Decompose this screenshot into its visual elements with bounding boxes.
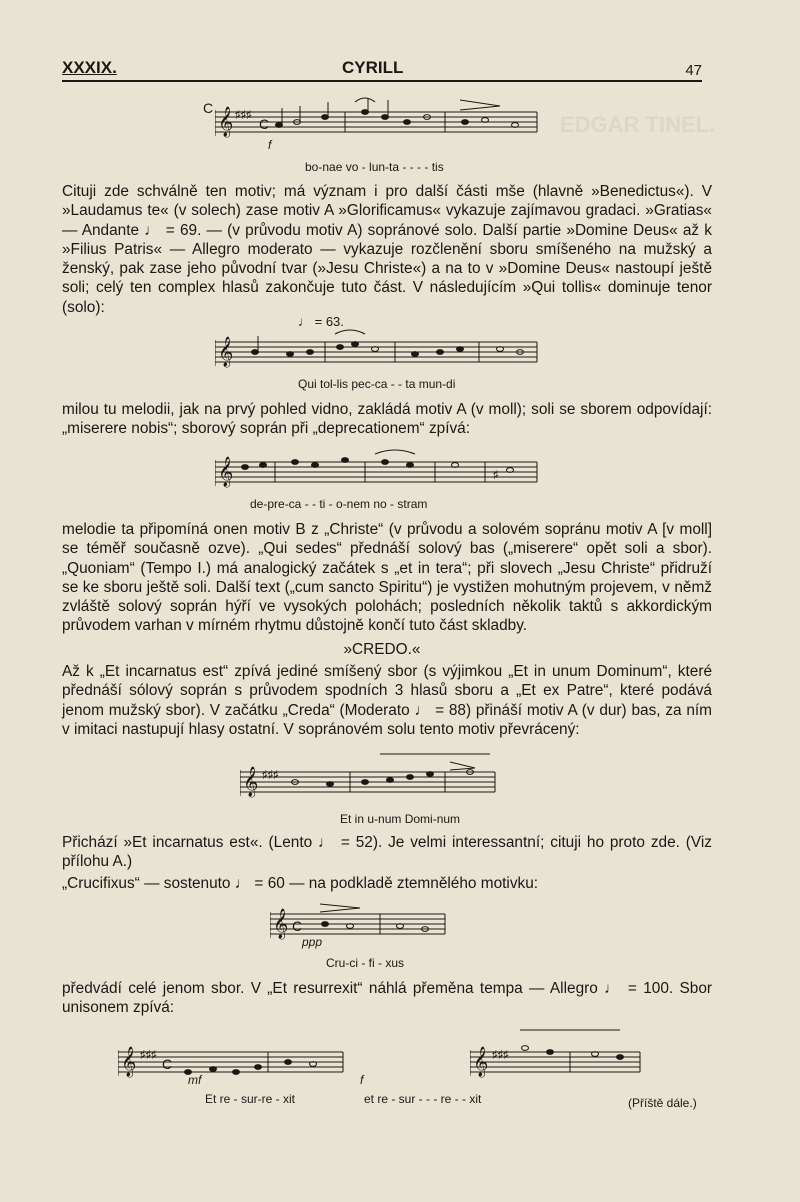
example-lyrics: bo-nae vo - lun-ta - - - - tis <box>305 160 444 174</box>
dynamic-marking: ppp <box>302 935 323 949</box>
music-example-6a <box>118 1024 348 1094</box>
svg-text:C: C <box>259 116 270 132</box>
svg-text:𝄞: 𝄞 <box>243 766 259 796</box>
svg-text:𝄞: 𝄞 <box>473 1046 489 1076</box>
music-example-4 <box>240 748 500 808</box>
svg-text:C: C <box>162 1056 173 1072</box>
header-rule <box>62 80 702 82</box>
svg-text:♯♯♯: ♯♯♯ <box>140 1049 157 1061</box>
section-heading-credo: »CREDO.« <box>343 641 421 658</box>
svg-text:C: C <box>292 918 303 934</box>
paragraph-qui-tollis: milou tu melodii, jak na prvý pohled vidno, zakládá motiv A (v moll); soli se sborem odpovídají: „miserere nobis“; sborový soprán při „deprecationem“ zpívá: <box>62 401 712 438</box>
bleed-through-text: EDGAR TINEL. <box>560 112 716 137</box>
paragraph-incarnatus: Přichází »Et incarnatus est«. (Lento ♩ = 52). Je velmi interessantní; cituji ho proto zde. (Viz přílohu A.) <box>62 834 712 871</box>
music-example-5 <box>270 896 450 944</box>
paragraph-resurrexit: předvádí celé jenom sbor. V „Et resurrexit“ náhlá přeměna tempa — Allegro ♩ = 100. Sbor unisonem zpívá: <box>62 980 712 1017</box>
tempo-marking: ♩ = 63. <box>298 314 344 329</box>
running-header <box>62 58 702 82</box>
music-example-1 <box>215 92 545 142</box>
chapter-title: CYRILL <box>342 58 404 77</box>
music-example-6b <box>470 1024 650 1094</box>
continuation-note: (Příště dále.) <box>628 1096 697 1110</box>
section-number: XXXIX. <box>62 58 117 77</box>
svg-text:𝄞: 𝄞 <box>218 106 234 136</box>
paragraph-credo: Až k „Et incarnatus est“ zpívá jediné smíšený sbor (s výjimkou „Et in unum Dominum“, které přednáší sólový soprán s průvodem spodních 3 hlasů sboru a „Et ex Patre“, které podává jenom mužský sbor). V začátku „Creda“ (Moderato ♩ = 88) přináší motiv A (v dur) bas, za ním v imitaci nastupují hlasy ostatní. V sopránovém solu tento motiv převrácený: <box>62 663 712 738</box>
music-example-3 <box>215 440 545 492</box>
example-label: C <box>203 100 214 116</box>
example-lyrics: Qui tol-lis pec-ca - - ta mun-di <box>298 377 456 391</box>
svg-text:♯: ♯ <box>493 469 499 481</box>
svg-text:𝄞: 𝄞 <box>121 1046 137 1076</box>
svg-text:𝄞: 𝄞 <box>218 336 234 366</box>
paragraph-gratias: Cituji zde schválně ten motiv; má význam i pro další části mše (hlavně »Benedictus«). V »Laudamus te« (v solech) zase motiv A »Glorificamus« vykazuje zajímavou gradaci. »Gratias« — Andante ♩ = 69. — (v průvodu motiv A) sopránové solo. Další partie »Domine Deus« až k »Filius Patris« — Allegro moderato — vykazuje rozčlenění sboru smíšeného na mužský a ženský, pak zase jeho původní tvar (»Jesu Christe«) a na to v »Domine Deus« nastoupí ještě soli; celý ten complex hlasů zakončuje tuto část. V následujícím »Qui tollis« dominuje tenor (solo): <box>62 183 712 316</box>
svg-text:♯♯♯: ♯♯♯ <box>235 109 252 121</box>
svg-text:𝄞: 𝄞 <box>218 456 234 486</box>
paragraph-qui-sedes: melodie ta připomíná onen motiv B z „Christe“ (v průvodu a solovém sopránu motiv A [v moll] se téměř současně ozve). „Qui sedes“ přednáší solový bas („miserere“ opět soli a sbor). „Quoniam“ (Tempo I.) má analogický začátek s „et in tera“; při slovech „Jesu Christe“ přidruží se ke sboru ještě soli. Další text („cum sancto Spiritu“) je vystižen mohutným projevem, v němž zvláště solový soprán hýří ve vysokých polohách; posledních několik taktů s akkordickým průvodem varhan v mírném rhytmu důstojně končí tuto část skladby. <box>62 521 712 635</box>
dynamic-marking-mf: mf <box>188 1073 202 1087</box>
svg-text:𝄞: 𝄞 <box>273 908 289 938</box>
dynamic-marking: f <box>268 138 272 152</box>
page-number: 47 <box>685 62 702 79</box>
example-lyrics: Et in u-num Domi-num <box>340 812 461 826</box>
example-lyrics: Cru-ci - fi - xus <box>326 956 404 970</box>
music-example-2 <box>215 324 545 372</box>
dynamic-marking-f: f <box>360 1073 364 1087</box>
example-lyrics-b: et re - sur - - - re - - xit <box>364 1092 482 1106</box>
example-lyrics: de-pre-ca - - ti - o-nem no - stram <box>250 497 428 511</box>
svg-text:♯♯♯: ♯♯♯ <box>262 769 279 781</box>
example-lyrics-a: Et re - sur-re - xit <box>205 1092 296 1106</box>
svg-text:♯♯♯: ♯♯♯ <box>492 1049 509 1061</box>
paragraph-crucifixus: „Crucifixus“ — sostenuto ♩ = 60 — na podkladě ztemnělého motivku: <box>62 875 539 892</box>
